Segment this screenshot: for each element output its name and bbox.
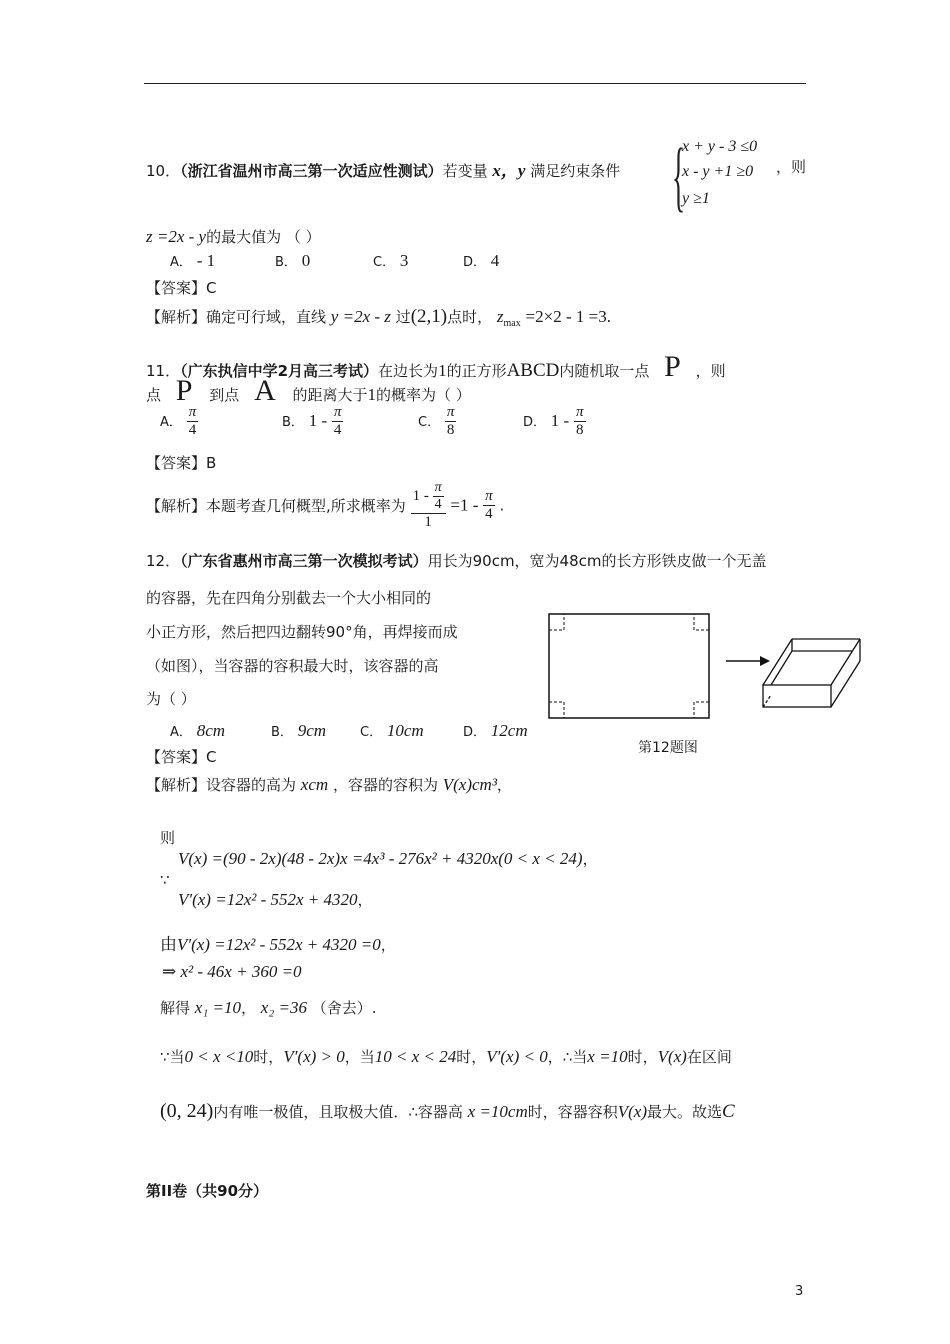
q10-line2: z =2x - y的最大值为 （ ）: [146, 227, 321, 246]
q11-line1: 11．（广东执信中学2月高三考试）在边长为1的正方形ABCD内随机取一点 P ，则: [146, 350, 726, 383]
q10-line1: 10．（浙江省温州市高三第一次适应性测试）若变量 x，y 满足约束条件: [146, 161, 621, 180]
q11-number: 11．: [146, 362, 181, 380]
q12-line1: 12．（广东省惠州市高三第一次模拟考试）用长为90cm，宽为48cm的长方形铁皮做一个无盖: [146, 552, 767, 570]
q10-answer: 【答案】C: [146, 279, 217, 297]
q11-answer: 【答案】B: [146, 454, 217, 472]
q10-number: 10．: [146, 162, 181, 180]
q11-option-c: C． $\frac{\pi}{8}$: [418, 404, 455, 438]
q10-option-b: B． 0: [275, 251, 311, 270]
q10-vars: x，y: [492, 161, 526, 180]
q10-source: （浙江省温州市高三第一次适应性测试）: [180, 162, 443, 180]
q11-option-d: D． 1 - $\frac{\pi}{8}$: [523, 404, 584, 438]
q10-constraint-3: y ≥1: [682, 190, 710, 207]
arrow-icon: [726, 656, 770, 666]
q12-option-a: A． 8cm: [170, 721, 226, 740]
q11-solution: 【解析】本题考查几何概型,所求概率为 1 - $\frac{\pi}{4}$ 1 =1 - $\frac{\pi}{4}$ .: [146, 480, 505, 530]
q12-solution-line2: 则 V(x) =(90 - 2x)(48 - 2x)x =4x³ - 276x² + 4320x(0 < x < 24)，: [160, 829, 598, 868]
q12-solution-line4: 由V′(x) =12x² - 552x + 4320 =0，: [160, 935, 396, 955]
q10-option-a: A． - 1: [170, 251, 216, 270]
q12-solution-line3: ∵ V′(x) =12x² - 552x + 4320，: [160, 871, 373, 909]
q12-line3: 小正方形，然后把四边翻转90°角，再焊接而成: [146, 623, 458, 641]
q12-line5: 为（ ）: [146, 690, 196, 708]
q11-source: （广东执信中学2月高三考试）: [180, 362, 379, 380]
q10-objective: z =2x - y: [146, 227, 207, 246]
section-title: 第II卷（共90分）: [146, 1182, 269, 1200]
q10-constraint-1: x + y - 3 ≤0: [682, 138, 758, 155]
q12-solution-line8: (0, 24)内有唯一极值，且取极大值．∴容器高 x =10cm时，容器容积V(x)最大。故选C: [160, 1100, 735, 1122]
q11-option-a: A． $\frac{\pi}{4}$: [160, 404, 197, 438]
q12-figure-caption: 第12题图: [638, 740, 698, 756]
q12-source: （广东省惠州市高三第一次模拟考试）: [180, 552, 428, 570]
header-rule: [144, 83, 806, 84]
q12-solution-line7: ∵当0 < x <10时，V′(x) > 0，当10 < x < 24时，V′(x) < 0，∴当x =10时，V(x)在区间: [160, 1047, 732, 1066]
q10-constraint-2: x - y +1 ≥0: [682, 163, 754, 180]
open-box: [763, 639, 860, 707]
q11-option-b: B． 1 - $\frac{\pi}{4}$: [282, 404, 342, 438]
q10-option-c: C． 3: [373, 251, 409, 270]
q12-line2: 的容器，先在四角分别截去一个大小相同的: [146, 589, 432, 607]
q12-answer: 【答案】C: [146, 748, 217, 766]
q10-constraint-brace: {: [672, 132, 686, 219]
q12-option-c: C． 10cm: [360, 721, 424, 740]
q12-number: 12．: [146, 552, 181, 570]
q12-solution-line1: 【解析】设容器的高为 xcm ，容器的容积为 V(x)cm³，: [146, 775, 512, 794]
q12-solution-line5: ⇒ x² - 46x + 360 =0: [162, 962, 302, 981]
q12-option-b: B． 9cm: [271, 721, 327, 740]
corner-cut-lines: [549, 614, 709, 718]
q10-solution: 【解析】确定可行域，直线 y =2x - z 过(2,1)点时， $z_{max} =2\times 2 - 1 =3$.: [146, 306, 611, 329]
q12-line4: （如图），当容器的容积最大时，该容器的高: [146, 657, 439, 675]
q11-line2: 点 P 到点 A 的距离大于1的概率为（ ）: [146, 374, 471, 407]
q12-solution-line6: 解得 x₁ =10， x₂ =36 （舍去）.: [160, 998, 377, 1017]
q12-figure: [540, 605, 870, 730]
q12-option-d: D． 12cm: [463, 721, 528, 740]
page-number: 3: [795, 1284, 804, 1299]
q10-option-d: D． 4: [463, 251, 500, 270]
sheet-rectangle: [549, 614, 709, 718]
